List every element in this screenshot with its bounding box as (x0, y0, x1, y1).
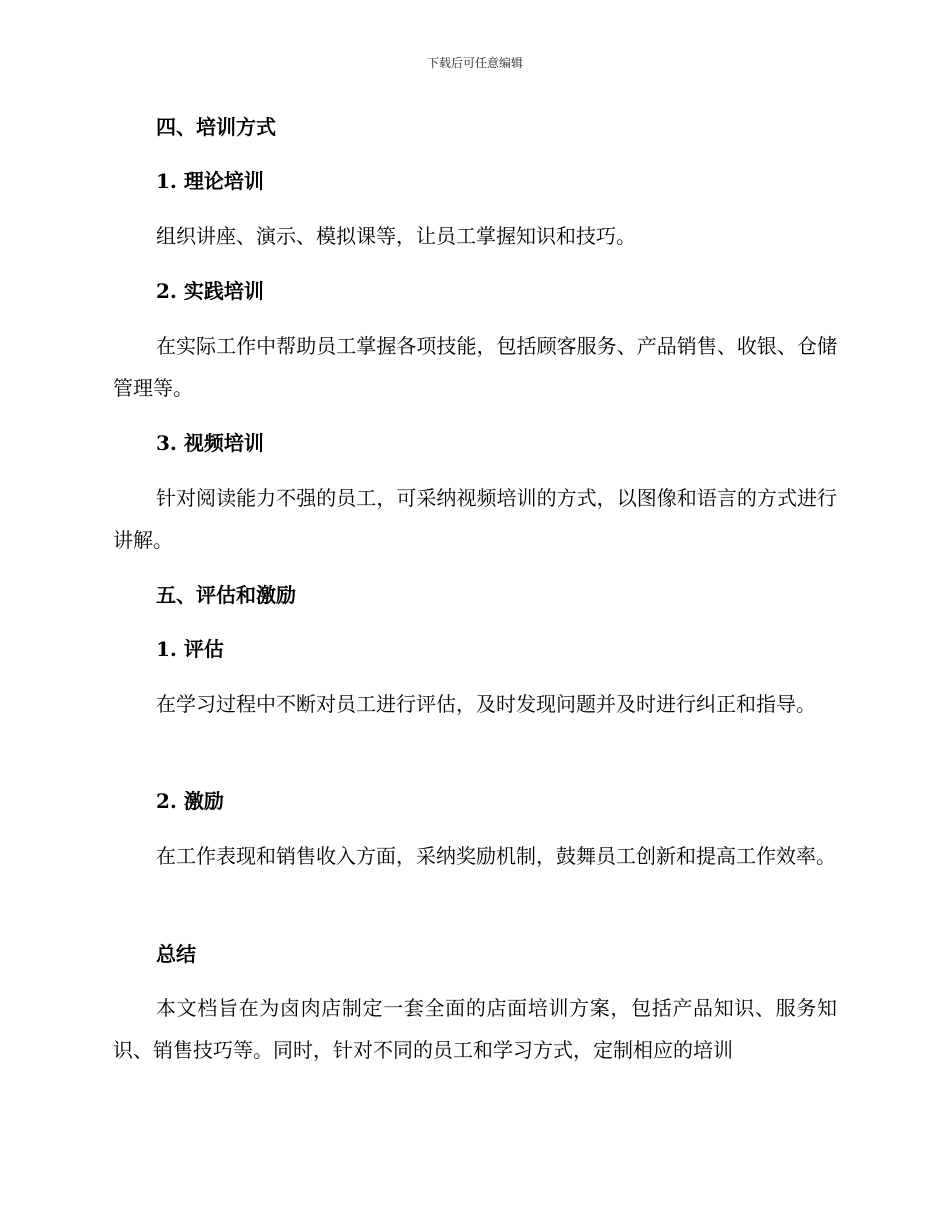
paragraph-incentive: 在工作表现和销售收入方面，采纳奖励机制，鼓舞员工创新和提高工作效率。 (156, 844, 836, 868)
subheading-evaluation: 1. 评估 (156, 637, 224, 661)
page-header-note: 下载后可任意编辑 (426, 56, 523, 70)
subheading-incentive: 2. 激励 (156, 789, 224, 813)
subheading-practice-training: 2. 实践培训 (156, 279, 264, 303)
paragraph-evaluation: 在学习过程中不断对员工进行评估，及时发现问题并及时进行纠正和指导。 (156, 692, 816, 716)
section-heading-training-methods: 四、培训方式 (156, 115, 276, 139)
subheading-video-training: 3. 视频培训 (156, 431, 264, 455)
paragraph-practice-training: 在实际工作中帮助员工掌握各项技能，包括顾客服务、产品销售、收银、仓储管理等。 (113, 334, 837, 400)
subheading-theory-training: 1. 理论培训 (156, 169, 264, 193)
heading-summary: 总结 (156, 942, 196, 966)
paragraph-summary: 本文档旨在为卤肉店制定一套全面的店面培训方案，包括产品知识、服务知识、销售技巧等。同时，针对不同的员工和学习方式，定制相应的培训 (113, 996, 837, 1062)
section-heading-evaluation-incentive: 五、评估和激励 (156, 583, 296, 607)
paragraph-video-training: 针对阅读能力不强的员工，可采纳视频培训的方式，以图像和语言的方式进行讲解。 (113, 486, 837, 552)
paragraph-theory-training: 组织讲座、演示、模拟课等，让员工掌握知识和技巧。 (156, 224, 636, 248)
